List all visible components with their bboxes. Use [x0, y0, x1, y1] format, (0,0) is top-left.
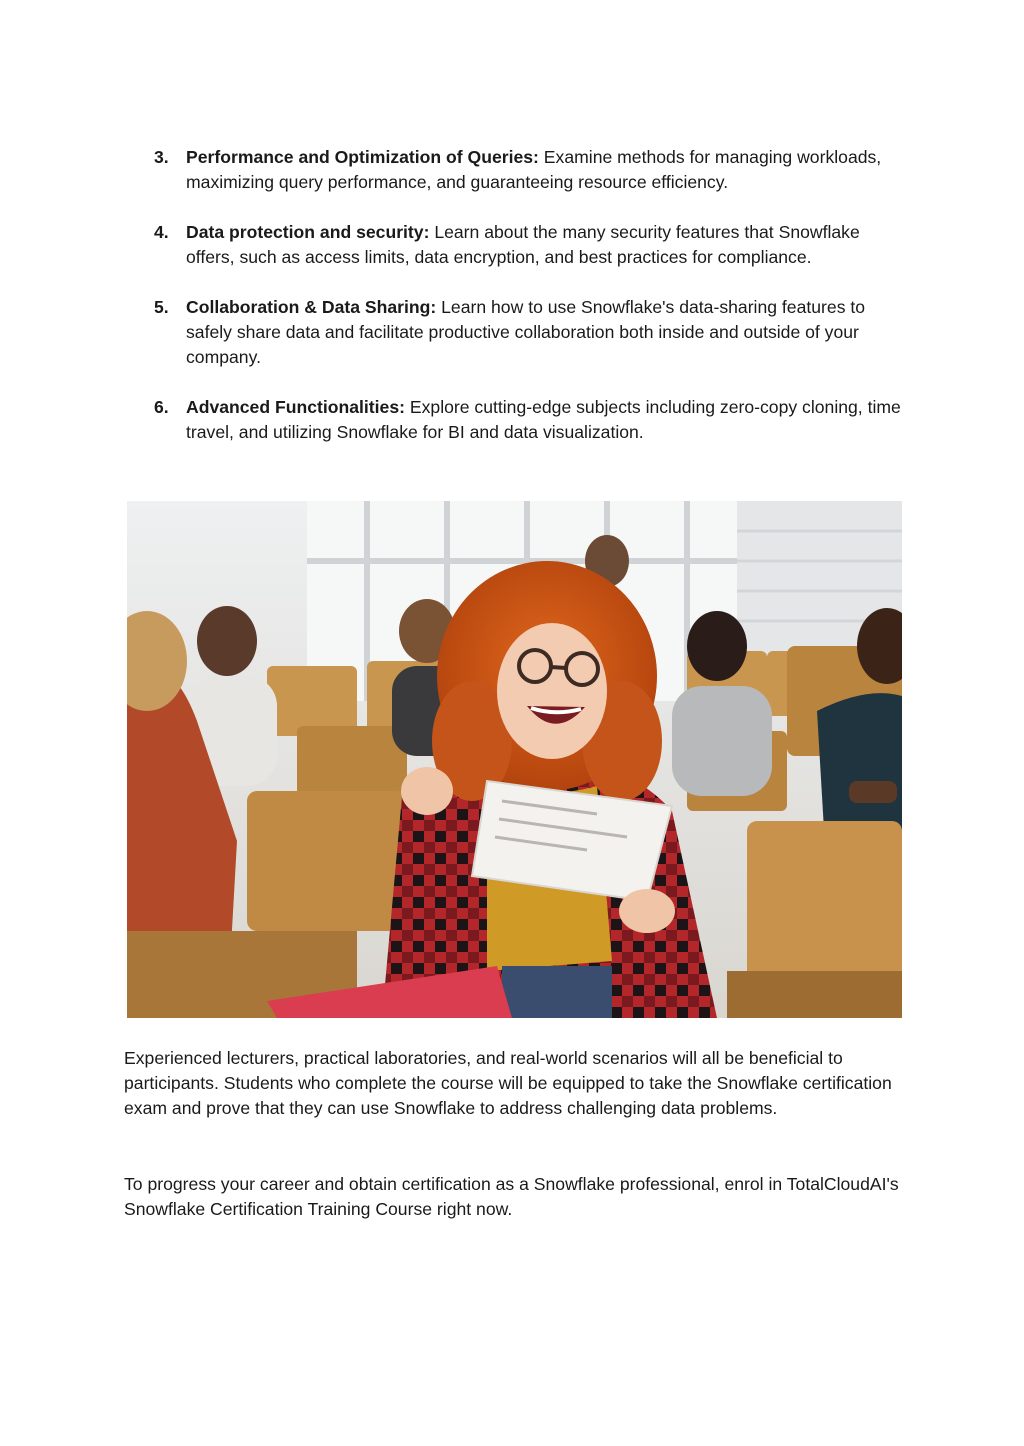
list-term: Collaboration & Data Sharing:	[186, 297, 437, 317]
list-text: Learn about the many security features that Snowflake offers, such as access limits, data encryption, and best practices for compliance.	[186, 222, 860, 267]
list-number: 6.	[154, 397, 169, 417]
list-item	[150, 145, 910, 195]
list-number: 4.	[154, 222, 169, 242]
list-text: Explore cutting-edge subjects including zero-copy cloning, time travel, and utilizing Snowflake for BI and data visualization.	[186, 397, 901, 442]
list-text: Learn how to use Snowflake's data-sharing features to safely share data and facilitate productive collaboration both inside and outside of your company.	[186, 297, 866, 367]
classroom-photo-illustration	[127, 501, 902, 1018]
list-number: 3.	[154, 147, 169, 167]
list-item	[150, 295, 910, 370]
list-item	[150, 395, 910, 445]
list-term: Advanced Functionalities:	[186, 397, 405, 417]
list-term: Performance and Optimization of Queries:	[186, 147, 539, 167]
list-number: 5.	[154, 297, 169, 317]
classroom-photo	[127, 501, 902, 1018]
list-term: Data protection and security:	[186, 222, 430, 242]
paragraph: To progress your career and obtain certification as a Snowflake professional, enrol in TotalCloudAI's Snowflake Certification Training Course right now.	[124, 1174, 899, 1219]
list-item	[150, 220, 910, 270]
list-text: Examine methods for managing workloads, maximizing query performance, and guaranteeing resource efficiency.	[186, 147, 882, 192]
paragraph: Experienced lecturers, practical laboratories, and real-world scenarios will all be beneficial to participants. Students who complete the course will be equipped to take the Snowflake certification exam and prove that they can use Snowflake to address challenging data problems.	[124, 1048, 892, 1118]
topics-list	[150, 145, 910, 470]
